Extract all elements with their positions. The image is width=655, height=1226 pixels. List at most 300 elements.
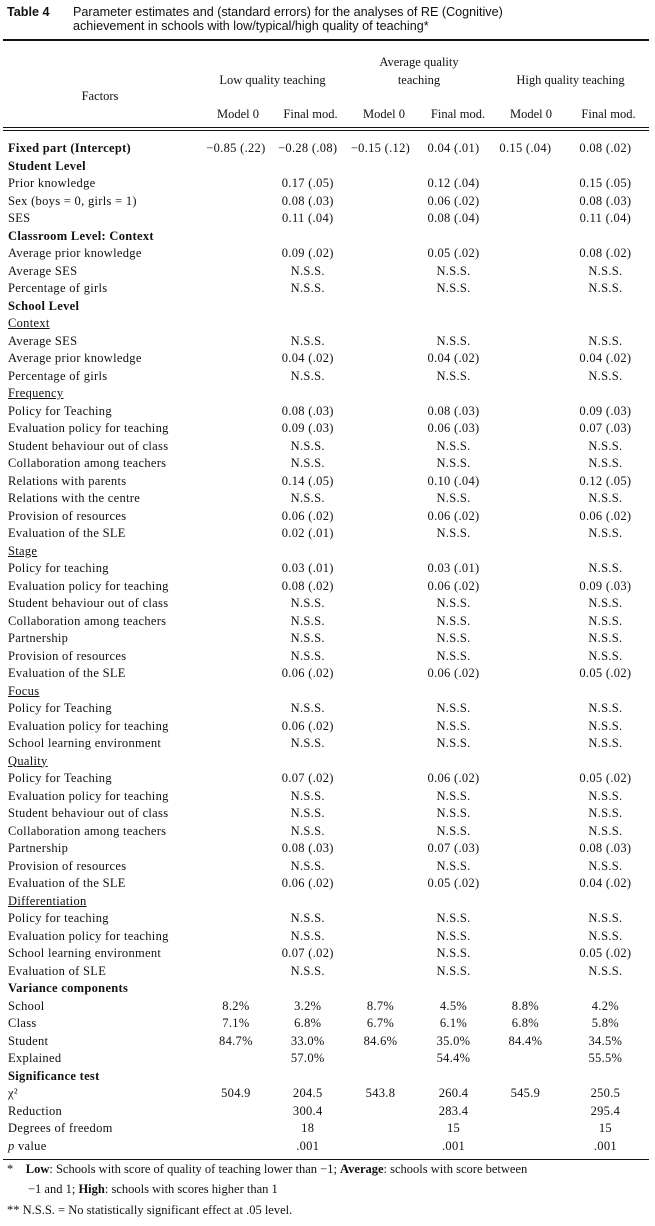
- row-label-text: Evaluation of the SLE: [8, 526, 126, 540]
- cell-high-final: N.S.S.: [588, 491, 623, 505]
- row-label: [0, 648, 198, 666]
- row-label: [0, 298, 198, 316]
- cell-low-model0: [198, 175, 273, 193]
- cell-avg-final: N.S.S.: [436, 963, 471, 978]
- cell-high-final: [563, 315, 648, 333]
- row-label: [0, 998, 198, 1016]
- cell-avg-final: 0.05 (.02): [427, 876, 480, 890]
- cell-avg-model0: [342, 840, 419, 858]
- footnote-1-mark: *: [7, 1162, 14, 1176]
- row-label-text: Evaluation of the SLE: [8, 666, 126, 680]
- row-label-text: Policy for teaching: [8, 561, 109, 575]
- footnote-average-term: Average: [340, 1162, 384, 1176]
- row-label-text: Percentage of girls: [8, 368, 108, 383]
- cell-avg-final: 54.4%: [436, 1051, 471, 1065]
- cell-low-model0: [198, 473, 273, 491]
- cell-low-model0: [198, 333, 273, 351]
- table-row: [0, 788, 648, 806]
- cell-low-final: 0.06 (.02): [281, 876, 334, 890]
- cell-avg-final: N.S.S.: [436, 333, 471, 348]
- cell-avg-model0: [342, 525, 419, 543]
- table-row: [0, 455, 648, 473]
- table-row: [0, 945, 648, 963]
- cell-high-model0: [488, 420, 563, 438]
- row-label-text: Policy for teaching: [8, 911, 109, 925]
- row-label-text: Degrees of freedom: [8, 1121, 113, 1135]
- row-label-text: Focus: [8, 683, 40, 698]
- cell-avg-model0: 8.7%: [366, 998, 395, 1013]
- cell-high-model0: [488, 683, 563, 701]
- cell-low-final: 0.14 (.05): [281, 473, 334, 488]
- cell-low-model0: [198, 613, 273, 631]
- cell-low-final: 0.04 (.02): [281, 351, 334, 365]
- table-row: [0, 210, 648, 228]
- cell-avg-final: 0.06 (.02): [427, 666, 480, 680]
- cell-low-model0: [198, 228, 273, 246]
- cell-high-final: [563, 683, 648, 701]
- cell-avg-final: 0.04 (.01): [427, 141, 480, 155]
- cell-low-model0: [198, 910, 273, 928]
- table-row: [0, 700, 648, 718]
- row-label: [0, 543, 198, 561]
- row-label-text: Student: [8, 1033, 49, 1048]
- cell-high-model0: [488, 578, 563, 596]
- row-label-text: Partnership: [8, 631, 69, 645]
- cell-high-model0: [488, 560, 563, 578]
- row-label: [0, 595, 198, 613]
- cell-low-final: N.S.S.: [290, 648, 325, 663]
- row-label-text: Student behaviour out of class: [8, 596, 169, 610]
- cell-high-final: 4.2%: [591, 998, 619, 1013]
- cell-high-final: 55.5%: [588, 1051, 623, 1065]
- table-row: [0, 578, 648, 596]
- cell-high-model0: [488, 613, 563, 631]
- cell-low-final: N.S.S.: [290, 456, 325, 470]
- cell-avg-final: [419, 683, 488, 701]
- table-row: [0, 1015, 648, 1033]
- cell-low-model0: [198, 455, 273, 473]
- cell-low-final: N.S.S.: [290, 736, 325, 750]
- cell-high-final: [563, 158, 648, 176]
- table-row: [0, 403, 648, 421]
- row-label-text: Policy for Teaching: [8, 701, 112, 715]
- row-label-text: Class: [8, 1016, 37, 1030]
- cell-avg-model0: [342, 298, 419, 316]
- cell-high-model0: [488, 1050, 563, 1068]
- group-header-high: High quality teaching: [516, 73, 625, 87]
- cell-low-final: 204.5: [292, 1086, 323, 1100]
- cell-low-model0: [198, 963, 273, 981]
- table-body: [0, 140, 648, 1155]
- cell-avg-model0: [342, 753, 419, 771]
- cell-avg-final: 0.10 (.04): [427, 473, 480, 488]
- cell-high-model0: [488, 508, 563, 526]
- table-row: [0, 1085, 648, 1103]
- cell-low-model0: [198, 1103, 273, 1121]
- cell-high-model0: [488, 963, 563, 981]
- cell-avg-final: [419, 543, 488, 561]
- row-label: [0, 315, 198, 333]
- row-label-text: Provision of resources: [8, 508, 127, 523]
- row-label: [0, 560, 198, 578]
- cell-low-final: 0.02 (.01): [281, 526, 334, 540]
- row-label-text: Evaluation policy for teaching: [8, 788, 169, 803]
- table-row: [0, 350, 648, 368]
- table-row: [0, 770, 648, 788]
- cell-high-model0: [488, 158, 563, 176]
- table-row: [0, 560, 648, 578]
- cell-high-model0: [488, 333, 563, 351]
- cell-high-model0: [488, 228, 563, 246]
- group-header-average-2: teaching: [397, 73, 441, 87]
- cell-low-model0: [198, 368, 273, 386]
- cell-high-final: N.S.S.: [588, 281, 623, 295]
- data-table: [0, 140, 648, 1155]
- cell-high-model0: 0.15 (.04): [499, 141, 552, 155]
- cell-high-model0: [488, 840, 563, 858]
- row-label-text: Frequency: [8, 386, 64, 400]
- footnote-average-range: −1 and 1;: [28, 1182, 79, 1196]
- cell-low-model0: 84.7%: [219, 1033, 253, 1048]
- cell-avg-final: N.S.S.: [436, 613, 471, 628]
- cell-low-model0: [198, 753, 273, 771]
- cell-high-final: 0.05 (.02): [579, 666, 632, 680]
- subsection-header-row: [0, 753, 648, 771]
- table-row: [0, 875, 648, 893]
- cell-avg-model0: [342, 1120, 419, 1138]
- cell-avg-final: N.S.S.: [436, 946, 471, 960]
- cell-high-final: N.S.S.: [588, 631, 623, 645]
- cell-high-model0: [488, 263, 563, 281]
- cell-avg-model0: [342, 333, 419, 351]
- group-header-average-1: Average quality: [379, 55, 459, 69]
- cell-high-final: N.S.S.: [588, 438, 623, 453]
- cell-high-final: 0.08 (.03): [579, 841, 632, 855]
- cell-avg-final: N.S.S.: [436, 631, 471, 645]
- bottom-rule: [3, 1159, 649, 1160]
- cell-low-final: 0.08 (.03): [281, 841, 334, 855]
- cell-low-model0: [198, 665, 273, 683]
- cell-high-model0: [488, 648, 563, 666]
- cell-avg-final: 35.0%: [436, 1033, 471, 1048]
- cell-high-final: N.S.S.: [588, 806, 623, 820]
- cell-high-final: [563, 980, 648, 998]
- cell-high-final: [563, 385, 648, 403]
- cell-avg-model0: [342, 560, 419, 578]
- cell-low-model0: [198, 630, 273, 648]
- cell-avg-model0: [342, 770, 419, 788]
- cell-low-final: 300.4: [292, 1103, 323, 1118]
- cell-high-model0: [488, 910, 563, 928]
- table-row: [0, 928, 648, 946]
- cell-low-model0: [198, 490, 273, 508]
- cell-high-final: [563, 1068, 648, 1086]
- cell-avg-final: 0.12 (.04): [427, 176, 480, 190]
- cell-low-model0: [198, 1120, 273, 1138]
- cell-high-final: N.S.S.: [588, 526, 623, 540]
- section-header-row: [0, 1068, 648, 1086]
- col-high-final: Final mod.: [581, 107, 636, 121]
- cell-high-final: [563, 228, 648, 246]
- cell-low-model0: [198, 875, 273, 893]
- table-row: [0, 473, 648, 491]
- cell-low-model0: −0.85 (.22): [206, 141, 266, 155]
- cell-low-model0: [198, 543, 273, 561]
- table-label: Table 4: [7, 5, 50, 19]
- cell-avg-final: 6.1%: [439, 1016, 468, 1030]
- row-label: [0, 805, 198, 823]
- caption-line-2: achievement in schools with low/typical/high quality of teaching*: [73, 19, 429, 33]
- cell-low-final: N.S.S.: [290, 333, 325, 348]
- row-label: [0, 158, 198, 176]
- cell-high-final: N.S.S.: [588, 648, 623, 663]
- row-label-text: Quality: [8, 753, 48, 768]
- cell-low-final: N.S.S.: [290, 911, 325, 925]
- cell-low-model0: [198, 193, 273, 211]
- table-row: [0, 245, 648, 263]
- cell-low-final: N.S.S.: [290, 963, 325, 978]
- table-row: [0, 735, 648, 753]
- table-row: [0, 805, 648, 823]
- cell-high-final: N.S.S.: [588, 736, 623, 750]
- cell-low-model0: [198, 928, 273, 946]
- row-label: [0, 770, 198, 788]
- cell-avg-final: [419, 315, 488, 333]
- cell-low-final: N.S.S.: [290, 788, 325, 803]
- cell-avg-final: N.S.S.: [436, 648, 471, 663]
- row-label: [0, 718, 198, 736]
- cell-avg-final: N.S.S.: [436, 701, 471, 715]
- cell-high-final: 0.06 (.02): [579, 508, 632, 523]
- cell-low-final: N.S.S.: [290, 823, 325, 838]
- cell-low-model0: [198, 700, 273, 718]
- cell-low-model0: [198, 420, 273, 438]
- cell-avg-final: 0.08 (.03): [427, 403, 480, 418]
- cell-high-final: 0.15 (.05): [579, 176, 632, 190]
- cell-high-model0: [488, 210, 563, 228]
- cell-high-final: N.S.S.: [588, 456, 623, 470]
- cell-avg-final: N.S.S.: [436, 928, 471, 943]
- cell-low-final: N.S.S.: [290, 368, 325, 383]
- cell-low-model0: [198, 298, 273, 316]
- cell-low-model0: [198, 158, 273, 176]
- cell-high-model0: [488, 630, 563, 648]
- cell-low-final: 0.09 (.02): [281, 246, 334, 260]
- cell-high-model0: [488, 770, 563, 788]
- cell-low-model0: [198, 595, 273, 613]
- cell-low-final: 3.2%: [294, 998, 322, 1013]
- cell-avg-final: N.S.S.: [436, 526, 471, 540]
- cell-high-final: 0.05 (.02): [579, 771, 632, 785]
- cell-avg-model0: [342, 403, 419, 421]
- cell-avg-model0: [342, 438, 419, 456]
- table-row: [0, 840, 648, 858]
- row-label: [0, 683, 198, 701]
- row-label: [0, 280, 198, 298]
- cell-low-model0: [198, 858, 273, 876]
- cell-high-model0: [488, 525, 563, 543]
- cell-avg-model0: [342, 350, 419, 368]
- cell-low-model0: [198, 438, 273, 456]
- cell-avg-model0: [342, 928, 419, 946]
- cell-avg-final: 0.08 (.04): [427, 211, 480, 225]
- row-label-text: Evaluation of SLE: [8, 963, 107, 978]
- table-row: [0, 910, 648, 928]
- col-avg-final: Final mod.: [430, 107, 486, 121]
- row-label: [0, 840, 198, 858]
- row-label-text: Differentiation: [8, 893, 87, 908]
- row-label: [0, 1103, 198, 1121]
- row-label: [0, 963, 198, 981]
- section-header-row: [0, 158, 648, 176]
- cell-low-model0: [198, 245, 273, 263]
- row-label-text: Reduction: [8, 1103, 63, 1118]
- cell-high-model0: [488, 193, 563, 211]
- row-label: [0, 945, 198, 963]
- table-row: [0, 1050, 648, 1068]
- cell-high-model0: [488, 893, 563, 911]
- row-label-text: Evaluation policy for teaching: [8, 421, 169, 435]
- cell-avg-final: 0.06 (.02): [427, 193, 480, 208]
- cell-avg-final: 0.06 (.02): [427, 508, 480, 523]
- cell-high-final: 0.08 (.02): [579, 246, 632, 260]
- row-label-text: Average SES: [8, 333, 78, 348]
- row-label: [0, 385, 198, 403]
- cell-high-final: N.S.S.: [588, 823, 623, 838]
- cell-avg-model0: [342, 595, 419, 613]
- cell-low-model0: [198, 263, 273, 281]
- cell-low-model0: [198, 735, 273, 753]
- cell-avg-final: N.S.S.: [436, 491, 471, 505]
- row-label: [0, 333, 198, 351]
- table-row: [0, 1138, 648, 1156]
- cell-high-model0: [488, 823, 563, 841]
- cell-high-model0: [488, 805, 563, 823]
- cell-avg-model0: [342, 893, 419, 911]
- table-row: [0, 613, 648, 631]
- cell-low-model0: [198, 718, 273, 736]
- table-row: [0, 420, 648, 438]
- cell-high-model0: [488, 735, 563, 753]
- cell-avg-final: N.S.S.: [436, 596, 471, 610]
- cell-low-model0: [198, 788, 273, 806]
- cell-high-model0: [488, 858, 563, 876]
- footnote-high-term: High: [78, 1182, 105, 1196]
- row-label: [0, 875, 198, 893]
- row-label-text: χ²: [8, 1086, 18, 1100]
- row-label: [0, 980, 198, 998]
- cell-low-final: N.S.S.: [290, 438, 325, 453]
- cell-high-model0: [488, 350, 563, 368]
- cell-avg-model0: [342, 980, 419, 998]
- cell-high-final: 15: [598, 1121, 612, 1135]
- cell-avg-model0: [342, 805, 419, 823]
- cell-high-model0: 545.9: [510, 1086, 541, 1100]
- cell-avg-model0: [342, 508, 419, 526]
- cell-low-model0: 504.9: [221, 1086, 251, 1100]
- cell-avg-final: N.S.S.: [436, 788, 471, 803]
- row-label: [0, 175, 198, 193]
- table-row: [0, 508, 648, 526]
- cell-low-final: N.S.S.: [290, 613, 325, 628]
- cell-low-final: 0.17 (.05): [281, 176, 334, 190]
- section-header-row: [0, 228, 648, 246]
- cell-high-model0: [488, 928, 563, 946]
- cell-avg-model0: [342, 263, 419, 281]
- cell-high-final: 0.12 (.05): [579, 473, 632, 488]
- cell-high-final: 0.08 (.03): [579, 193, 632, 208]
- cell-high-final: [563, 893, 648, 911]
- cell-high-model0: [488, 175, 563, 193]
- cell-high-model0: [488, 945, 563, 963]
- cell-low-final: [273, 1068, 341, 1086]
- row-label-text: Sex (boys = 0, girls = 1): [8, 193, 137, 208]
- cell-low-final: [273, 980, 341, 998]
- table-row: [0, 193, 648, 211]
- table-row: [0, 630, 648, 648]
- row-label: [0, 928, 198, 946]
- cell-high-final: N.S.S.: [588, 858, 623, 873]
- cell-avg-model0: [342, 875, 419, 893]
- cell-avg-model0: [342, 1050, 419, 1068]
- cell-high-final: N.S.S.: [588, 263, 623, 278]
- cell-avg-model0: [342, 228, 419, 246]
- cell-high-model0: [488, 700, 563, 718]
- row-label: [0, 578, 198, 596]
- cell-low-model0: 8.2%: [222, 998, 250, 1013]
- cell-avg-final: [419, 158, 488, 176]
- col-high-model0: Model 0: [509, 107, 552, 121]
- cell-high-final: N.S.S.: [588, 596, 623, 610]
- cell-high-final: N.S.S.: [588, 613, 623, 628]
- cell-high-model0: [488, 1120, 563, 1138]
- group-header-low: Low quality teaching: [219, 73, 326, 87]
- cell-low-model0: [198, 403, 273, 421]
- subsection-header-row: [0, 683, 648, 701]
- row-label: [0, 1120, 198, 1138]
- row-label: [0, 788, 198, 806]
- row-label: [0, 1138, 198, 1156]
- cell-low-final: −0.28 (.08): [278, 141, 338, 155]
- cell-avg-final: 260.4: [438, 1086, 469, 1100]
- cell-high-model0: [488, 298, 563, 316]
- cell-low-model0: [198, 210, 273, 228]
- cell-avg-model0: [342, 945, 419, 963]
- row-label: [0, 753, 198, 771]
- cell-low-final: 6.8%: [294, 1016, 322, 1030]
- cell-low-final: 0.06 (.02): [281, 508, 334, 523]
- row-label-text: Relations with the centre: [8, 491, 141, 505]
- cell-avg-final: N.S.S.: [436, 263, 471, 278]
- row-label-text: Fixed part (Intercept): [8, 141, 132, 155]
- row-label-text: Average prior knowledge: [8, 351, 142, 365]
- cell-avg-model0: [342, 665, 419, 683]
- cell-high-final: 0.09 (.03): [579, 578, 632, 593]
- cell-high-model0: [488, 245, 563, 263]
- cell-high-model0: [488, 455, 563, 473]
- row-label: [0, 420, 198, 438]
- cell-avg-final: 0.06 (.03): [427, 421, 480, 435]
- cell-high-final: 295.4: [590, 1103, 621, 1118]
- cell-high-final: N.S.S.: [588, 718, 623, 733]
- cell-high-model0: 84.4%: [508, 1033, 543, 1048]
- table-row: [0, 998, 648, 1016]
- cell-low-model0: [198, 770, 273, 788]
- row-label: [0, 613, 198, 631]
- cell-low-final: 0.11 (.04): [281, 211, 334, 225]
- row-label: [0, 700, 198, 718]
- row-label-text: Variance components: [8, 981, 129, 995]
